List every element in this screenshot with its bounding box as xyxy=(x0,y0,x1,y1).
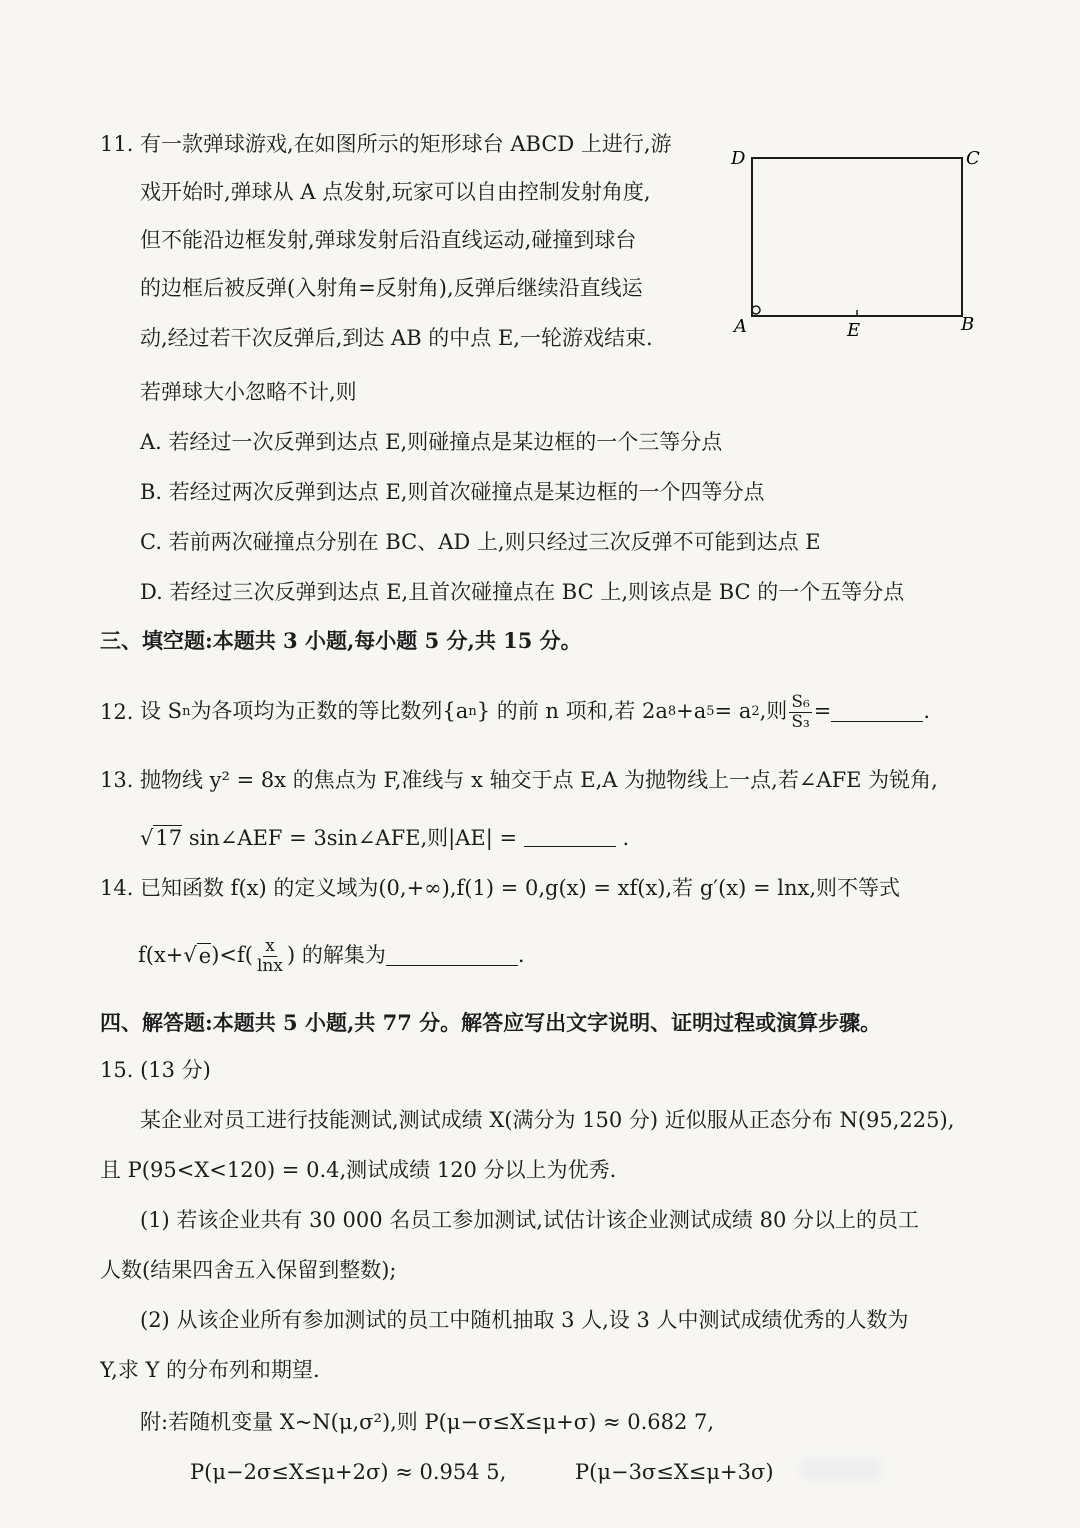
q11-line-6: 若弹球大小忽略不计,则 xyxy=(140,380,357,404)
q12-end: . xyxy=(923,699,931,724)
q14-end: . xyxy=(517,943,525,968)
label-b: B xyxy=(961,314,975,335)
q12-plus: +a xyxy=(676,699,707,724)
q13-number: 13. xyxy=(100,768,134,792)
billiard-table-figure xyxy=(725,140,995,340)
q12-mid2: } 的前 n 项和,若 2a xyxy=(476,699,668,724)
q11-line-5: 动,经过若干次反弹后,到达 AB 的中点 E,一轮游戏结束. xyxy=(140,326,653,350)
q11-line-2: 戏开始时,弹球从 A 点发射,玩家可以自由控制发射角度, xyxy=(140,180,651,204)
q13-root: 17 xyxy=(155,826,183,850)
q14-f-tail: ) 的解集为 xyxy=(286,943,386,968)
q12-sub-n-2: n xyxy=(468,704,477,720)
q14-line-2 xyxy=(138,928,525,984)
q12-frac-den: S₃ xyxy=(791,711,810,732)
q11-line-1: 有一款弹球游戏,在如图所示的矩形球台 ABCD 上进行,游 xyxy=(140,132,672,156)
q11-option-a: A. 若经过一次反弹到达点 E,则碰撞点是某边框的一个三等分点 xyxy=(140,430,723,454)
q14-line-1: 已知函数 f(x) 的定义域为(0,+∞),f(1) = 0,g(x) = xf(x),若 g′(x) = lnx,则不等式 xyxy=(140,876,900,900)
q14-frac-den: lnx xyxy=(257,955,283,976)
q15-paragraph-1: 某企业对员工进行技能测试,测试成绩 X(满分为 150 分) 近似服从正态分布 N(95,225), xyxy=(140,1108,955,1132)
section-3-title: 三、填空题:本题共 3 小题,每小题 5 分,共 15 分。 xyxy=(100,628,582,653)
q14-fraction xyxy=(255,937,285,975)
q12-sub-n: n xyxy=(182,704,191,720)
q15-paragraph-2: 且 P(95<X<120) = 0.4,测试成绩 120 分以上为优秀. xyxy=(100,1158,617,1182)
q11-line-4: 的边框后被反弹(入射角=反射角),反弹后继续沿直线运 xyxy=(140,276,643,300)
q14-root: e xyxy=(198,943,212,968)
label-d: D xyxy=(731,148,746,169)
q14-f-pre: f(x+ xyxy=(138,943,184,968)
q11-line-3: 但不能沿边框发射,弹球发射后沿直线运动,碰撞到球台 xyxy=(140,228,637,252)
q15-paragraph-3: (1) 若该企业共有 30 000 名员工参加测试,试估计该企业测试成绩 80 分以上的员工 xyxy=(140,1208,919,1232)
q14-frac-num: x xyxy=(265,935,275,956)
q12-tail: = xyxy=(813,699,832,724)
q15-paragraph-5: (2) 从该企业所有参加测试的员工中随机抽取 3 人,设 3 人中测试成绩优秀的人数为 xyxy=(140,1308,909,1332)
q15-header: 15. (13 分) xyxy=(100,1058,211,1082)
q13-line-1: 抛物线 y² = 8x 的焦点为 F,准线与 x 轴交于点 E,A 为抛物线上一点,若∠AFE 为锐角, xyxy=(140,768,938,792)
q12-pre: 设 S xyxy=(140,699,183,724)
q12-mid: 为各项均为正数的等比数列{a xyxy=(190,699,469,724)
q12-sub-5: 5 xyxy=(706,704,715,720)
label-a: A xyxy=(734,316,747,337)
q12-text xyxy=(140,684,930,740)
q14-answer-blank[interactable] xyxy=(386,947,518,966)
q13-root-sign: √ xyxy=(140,826,154,850)
q15-paragraph-6: Y,求 Y 的分布列和期望. xyxy=(100,1358,320,1382)
q14-number: 14. xyxy=(100,876,134,900)
table-rectangle xyxy=(752,158,962,316)
q12-answer-blank[interactable] xyxy=(831,703,923,722)
q12-number: 12. xyxy=(100,700,134,724)
q12-fraction xyxy=(789,693,811,731)
q13-line-2-text: sin∠AEF = 3sin∠AFE,则|AE| = xyxy=(188,826,518,850)
q13-end: . xyxy=(622,826,630,850)
q15-note-2b: P(μ−3σ≤X≤μ+3σ) xyxy=(575,1460,774,1484)
q15-paragraph-4: 人数(结果四舍五入保留到整数); xyxy=(100,1258,397,1282)
q12-sub-8: 8 xyxy=(667,704,677,720)
watermark-blur xyxy=(800,1458,882,1480)
q12-frac-num: S₆ xyxy=(791,691,810,712)
q15-note-1: 附:若随机变量 X~N(μ,σ²),则 P(μ−σ≤X≤μ+σ) ≈ 0.682 7, xyxy=(140,1410,715,1434)
q11-number: 11. xyxy=(100,132,134,156)
q11-option-c: C. 若前两次碰撞点分别在 BC、AD 上,则只经过三次反弹不可能到达点 E xyxy=(140,530,821,554)
q13-line-2 xyxy=(140,826,629,851)
q11-option-b: B. 若经过两次反弹到达点 E,则首次碰撞点是某边框的一个四等分点 xyxy=(140,480,765,504)
ball-at-a xyxy=(752,306,760,314)
q15-note-2a: P(μ−2σ≤X≤μ+2σ) ≈ 0.954 5, xyxy=(190,1460,507,1484)
q11-option-d: D. 若经过三次反弹到达点 E,且首次碰撞点在 BC 上,则该点是 BC 的一个五等分点 xyxy=(140,580,905,604)
label-c: C xyxy=(966,148,980,169)
label-e: E xyxy=(847,320,861,340)
section-4-title: 四、解答题:本题共 5 小题,共 77 分。解答应写出文字说明、证明过程或演算步骤。 xyxy=(100,1010,882,1035)
q12-sub-2: 2 xyxy=(751,704,760,720)
q14-root-sign: √ xyxy=(183,943,197,968)
q12-then: ,则 xyxy=(759,699,788,724)
q14-f-mid: )<f( xyxy=(211,943,253,968)
q13-answer-blank[interactable] xyxy=(524,828,616,847)
q12-eq: = a xyxy=(714,699,752,724)
